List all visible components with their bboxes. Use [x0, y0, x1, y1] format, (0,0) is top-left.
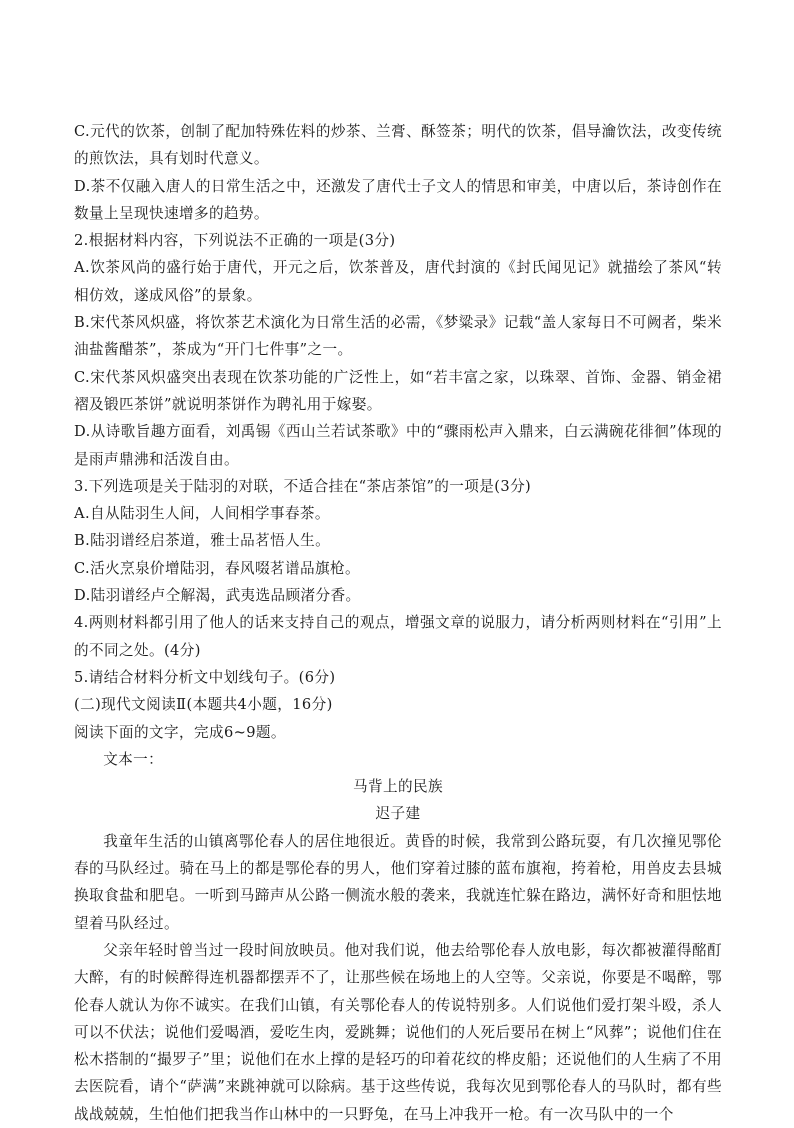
paragraph: 5.请结合材料分析文中划线句子。(6分) — [74, 668, 336, 686]
paragraph: D.陆羽谱经卢仝解渴，武夷选品顾渚分香。 — [74, 587, 361, 605]
document-page — [74, 118, 722, 1128]
paragraph: D.从诗歌旨趣方面看，刘禹锡《西山兰若试茶歌》中的“骤雨松声入鼎来，白云满碗花徘徊”体现的是雨声鼎沸和活泼自由。 — [74, 423, 722, 468]
paragraph: 4.两则材料都引用了他人的话来支持自己的观点，增强文章的说服力，请分析两则材料在“引用”上的不同之处。(4分) — [74, 614, 722, 659]
paragraph: B.陆羽谱经启茶道，雅士品茗悟人生。 — [74, 532, 331, 550]
paragraph: (二)现代文阅读Ⅱ(本题共4小题，16分) — [74, 696, 333, 714]
paragraph: D.茶不仅融入唐人的日常生活之中，还激发了唐代士子文人的情思和审美，中唐以后，茶诗创作在数量上呈现快速增多的趋势。 — [74, 177, 722, 222]
paragraph: 2.根据材料内容，下列说法不正确的一项是(3分) — [74, 232, 396, 250]
paragraph: 我童年生活的山镇离鄂伦春人的居住地很近。黄昏的时候，我常到公路玩耍，有几次撞见鄂伦春的马队经过。骑在马上的都是鄂伦春的男人，他们穿着过膝的蓝布旗袍，挎着枪，用兽皮去县城换取食盐和肥皂。一听到马蹄声从公路一侧流水般的袭来，我就连忙躲在路边，满怀好奇和胆怯地望着马队经过。 — [74, 832, 722, 932]
heading-line: 马背上的民族 — [353, 778, 443, 796]
heading-line: 迟子建 — [375, 805, 421, 823]
paragraph: C.元代的饮茶，创制了配加特殊佐料的炒茶、兰膏、酥签茶；明代的饮茶，倡导瀹饮法，改变传统的煎饮法，具有划时代意义。 — [74, 123, 722, 168]
paragraph: 阅读下面的文字，完成6~9题。 — [74, 723, 286, 741]
paragraph: A.饮茶风尚的盛行始于唐代，开元之后，饮茶普及，唐代封演的《封氏闻见记》就描绘了茶风“转相仿效，遂成风俗”的景象。 — [74, 259, 722, 304]
paragraph: C.宋代茶风炽盛突出表现在饮茶功能的广泛性上，如“若丰富之家，以珠翠、首饰、金器、销金裙褶及锻匹茶饼”就说明茶饼作为聘礼用于嫁娶。 — [74, 368, 722, 413]
paragraph: 文本一： — [103, 750, 164, 768]
paragraph: C.活火烹泉价增陆羽，春风啜茗谱品旗枪。 — [74, 559, 360, 577]
paragraph: B.宋代茶风炽盛，将饮茶艺术演化为日常生活的必需，《梦粱录》记载“盖人家每日不可阙者，柴米油盐酱醋茶”，茶成为“开门七件事”之一。 — [74, 314, 722, 359]
paragraph: A.自从陆羽生人间，人间相学事春茶。 — [74, 505, 330, 523]
paragraph: 父亲年轻时曾当过一段时间放映员。他对我们说，他去给鄂伦春人放电影，每次都被灌得酩酊大醉，有的时候醉得连机器都摆弄不了，让那些候在场地上的人空等。父亲说，你要是不喝醉，鄂伦春人就认为你不诚实。在我们山镇，有关鄂伦春人的传说特别多。人们说他们爱打架斗殴，杀人可以不伏法；说他们爱喝酒，爱吃生肉，爱跳舞；说他们的人死后要吊在树上“风葬”；说他们住在松木搭制的“撮罗子”里；说他们在水上撑的是轻巧的印着花纹的桦皮船；还说他们的人生病了不用去医院看，请个“萨满”来跳神就可以除病。基于这些传说，我每次见到鄂伦春人的马队时，都有些战战兢兢，生怕他们把我当作山林中的一只野兔，在马上冲我开一枪。有一次马队中的一个 — [74, 941, 722, 1123]
paragraph: 3.下列选项是关于陆羽的对联，不适合挂在“茶店茶馆”的一项是(3分) — [74, 477, 532, 495]
